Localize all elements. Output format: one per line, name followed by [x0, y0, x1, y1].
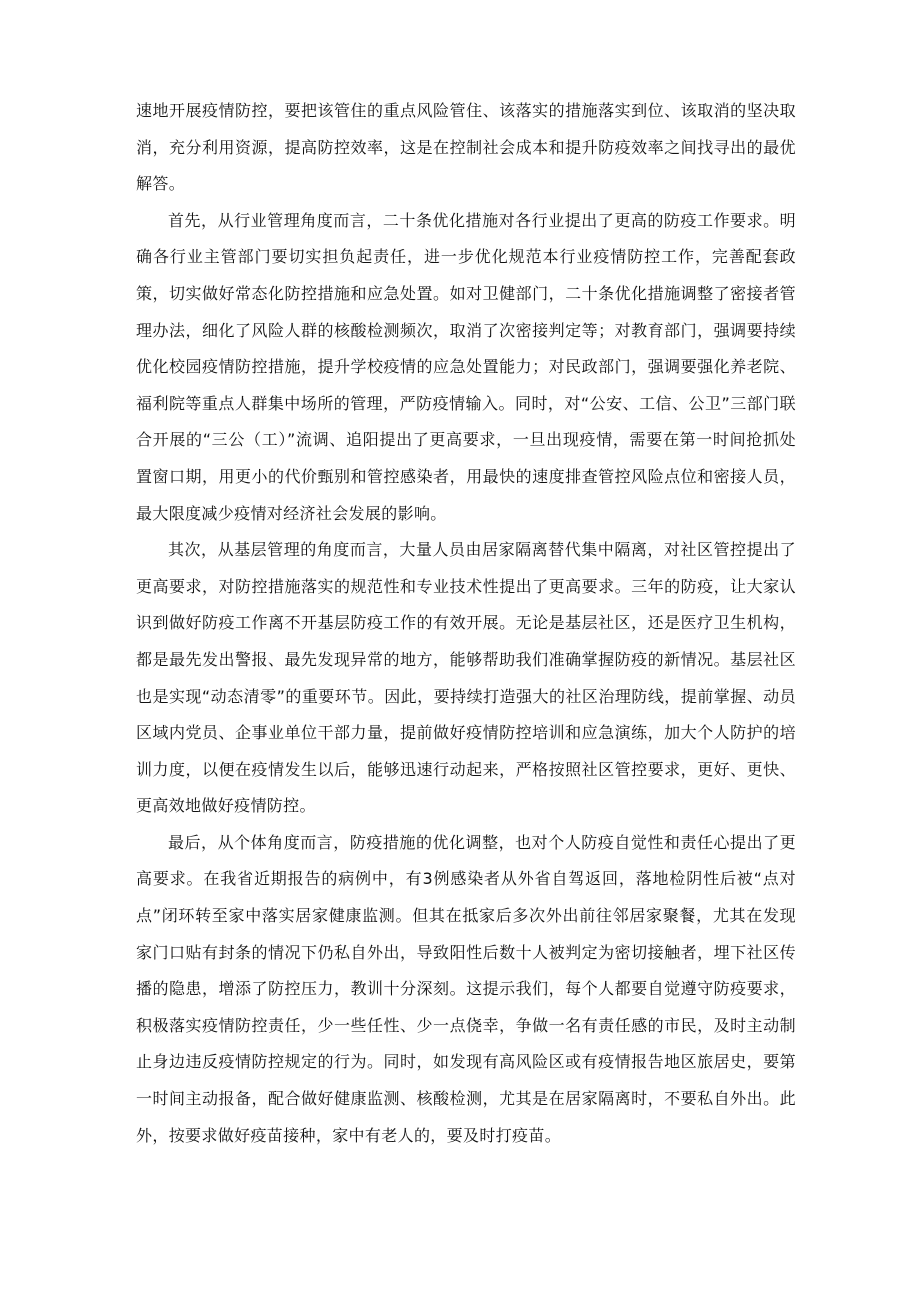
paragraph-grassroots-management: 其次，从基层管理的角度而言，大量人员由居家隔离替代集中隔离，对社区管控提出了更高要求，对防控措施落实的规范性和专业技术性提出了更高要求。三年的防疫，让大家认识到做好防疫工作离不开基层防疫工作的有效开展。无论是基层社区，还是医疗卫生机构，都是最先发出警报、最先发现异常的地方，能够帮助我们准确掌握防疫的新情况。基层社区也是实现“动态清零”的重要环节。因此，要持续打造强大的社区治理防线，提前掌握、动员区域内党员、企事业单位干部力量，提前做好疫情防控培训和应急演练，加大个人防护的培训力度，以便在疫情发生以后，能够迅速行动起来，严格按照社区管控要求，更好、更快、更高效地做好疫情防控。	[136, 540, 796, 816]
paragraph-continuation: 速地开展疫情防控，要把该管住的重点风险管住、该落实的措施落实到位、该取消的坚决取消，充分利用资源，提高防控效率，这是在控制社会成本和提升防疫效率之间找寻出的最优解答。	[136, 101, 796, 194]
paragraph-individual-responsibility: 最后，从个体角度而言，防疫措施的优化调整，也对个人防疫自觉性和责任心提出了更高要求。在我省近期报告的病例中，有3例感染者从外省自驾返回，落地检阴性后被“点对点”闭环转至家中落实居家健康监测。但其在抵家后多次外出前往邻居家聚餐，尤其在发现家门口贴有封条的情况下仍私自外出，导致阳性后数十人被判定为密切接触者，埋下社区传播的隐患，增添了防控压力，教训十分深刻。这提示我们，每个人都要自觉遵守防疫要求，积极落实疫情防控责任，少一些任性、少一点侥幸，争做一名有责任感的市民，及时主动制止身边违反疫情防控规定的行为。同时，如发现有高风险区或有疫情报告地区旅居史，要第一时间主动报备，配合做好健康监测、核酸检测，尤其是在居家隔离时，不要私自外出。此外，按要求做好疫苗接种，家中有老人的，要及时打疫苗。	[136, 832, 796, 1145]
paragraph-industry-management: 首先，从行业管理角度而言，二十条优化措施对各行业提出了更高的防疫工作要求。明确各行业主管部门要切实担负起责任，进一步优化规范本行业疫情防控工作，完善配套政策，切实做好常态化防控措施和应急处置。如对卫健部门，二十条优化措施调整了密接者管理办法，细化了风险人群的核酸检测频次，取消了次密接判定等；对教育部门，强调要持续优化校园疫情防控措施，提升学校疫情的应急处置能力；对民政部门，强调要强化养老院、福利院等重点人群集中场所的管理，严防疫情输入。同时，对“公安、工信、公卫”三部门联合开展的“三公（工）”流调、追阳提出了更高要求，一旦出现疫情，需要在第一时间抢抓处置窗口期，用更小的代价甄别和管控感染者，用最快的速度排查管控风险点位和密接人员，最大限度减少疫情对经济社会发展的影响。	[136, 210, 796, 523]
article-body	[136, 93, 796, 1154]
